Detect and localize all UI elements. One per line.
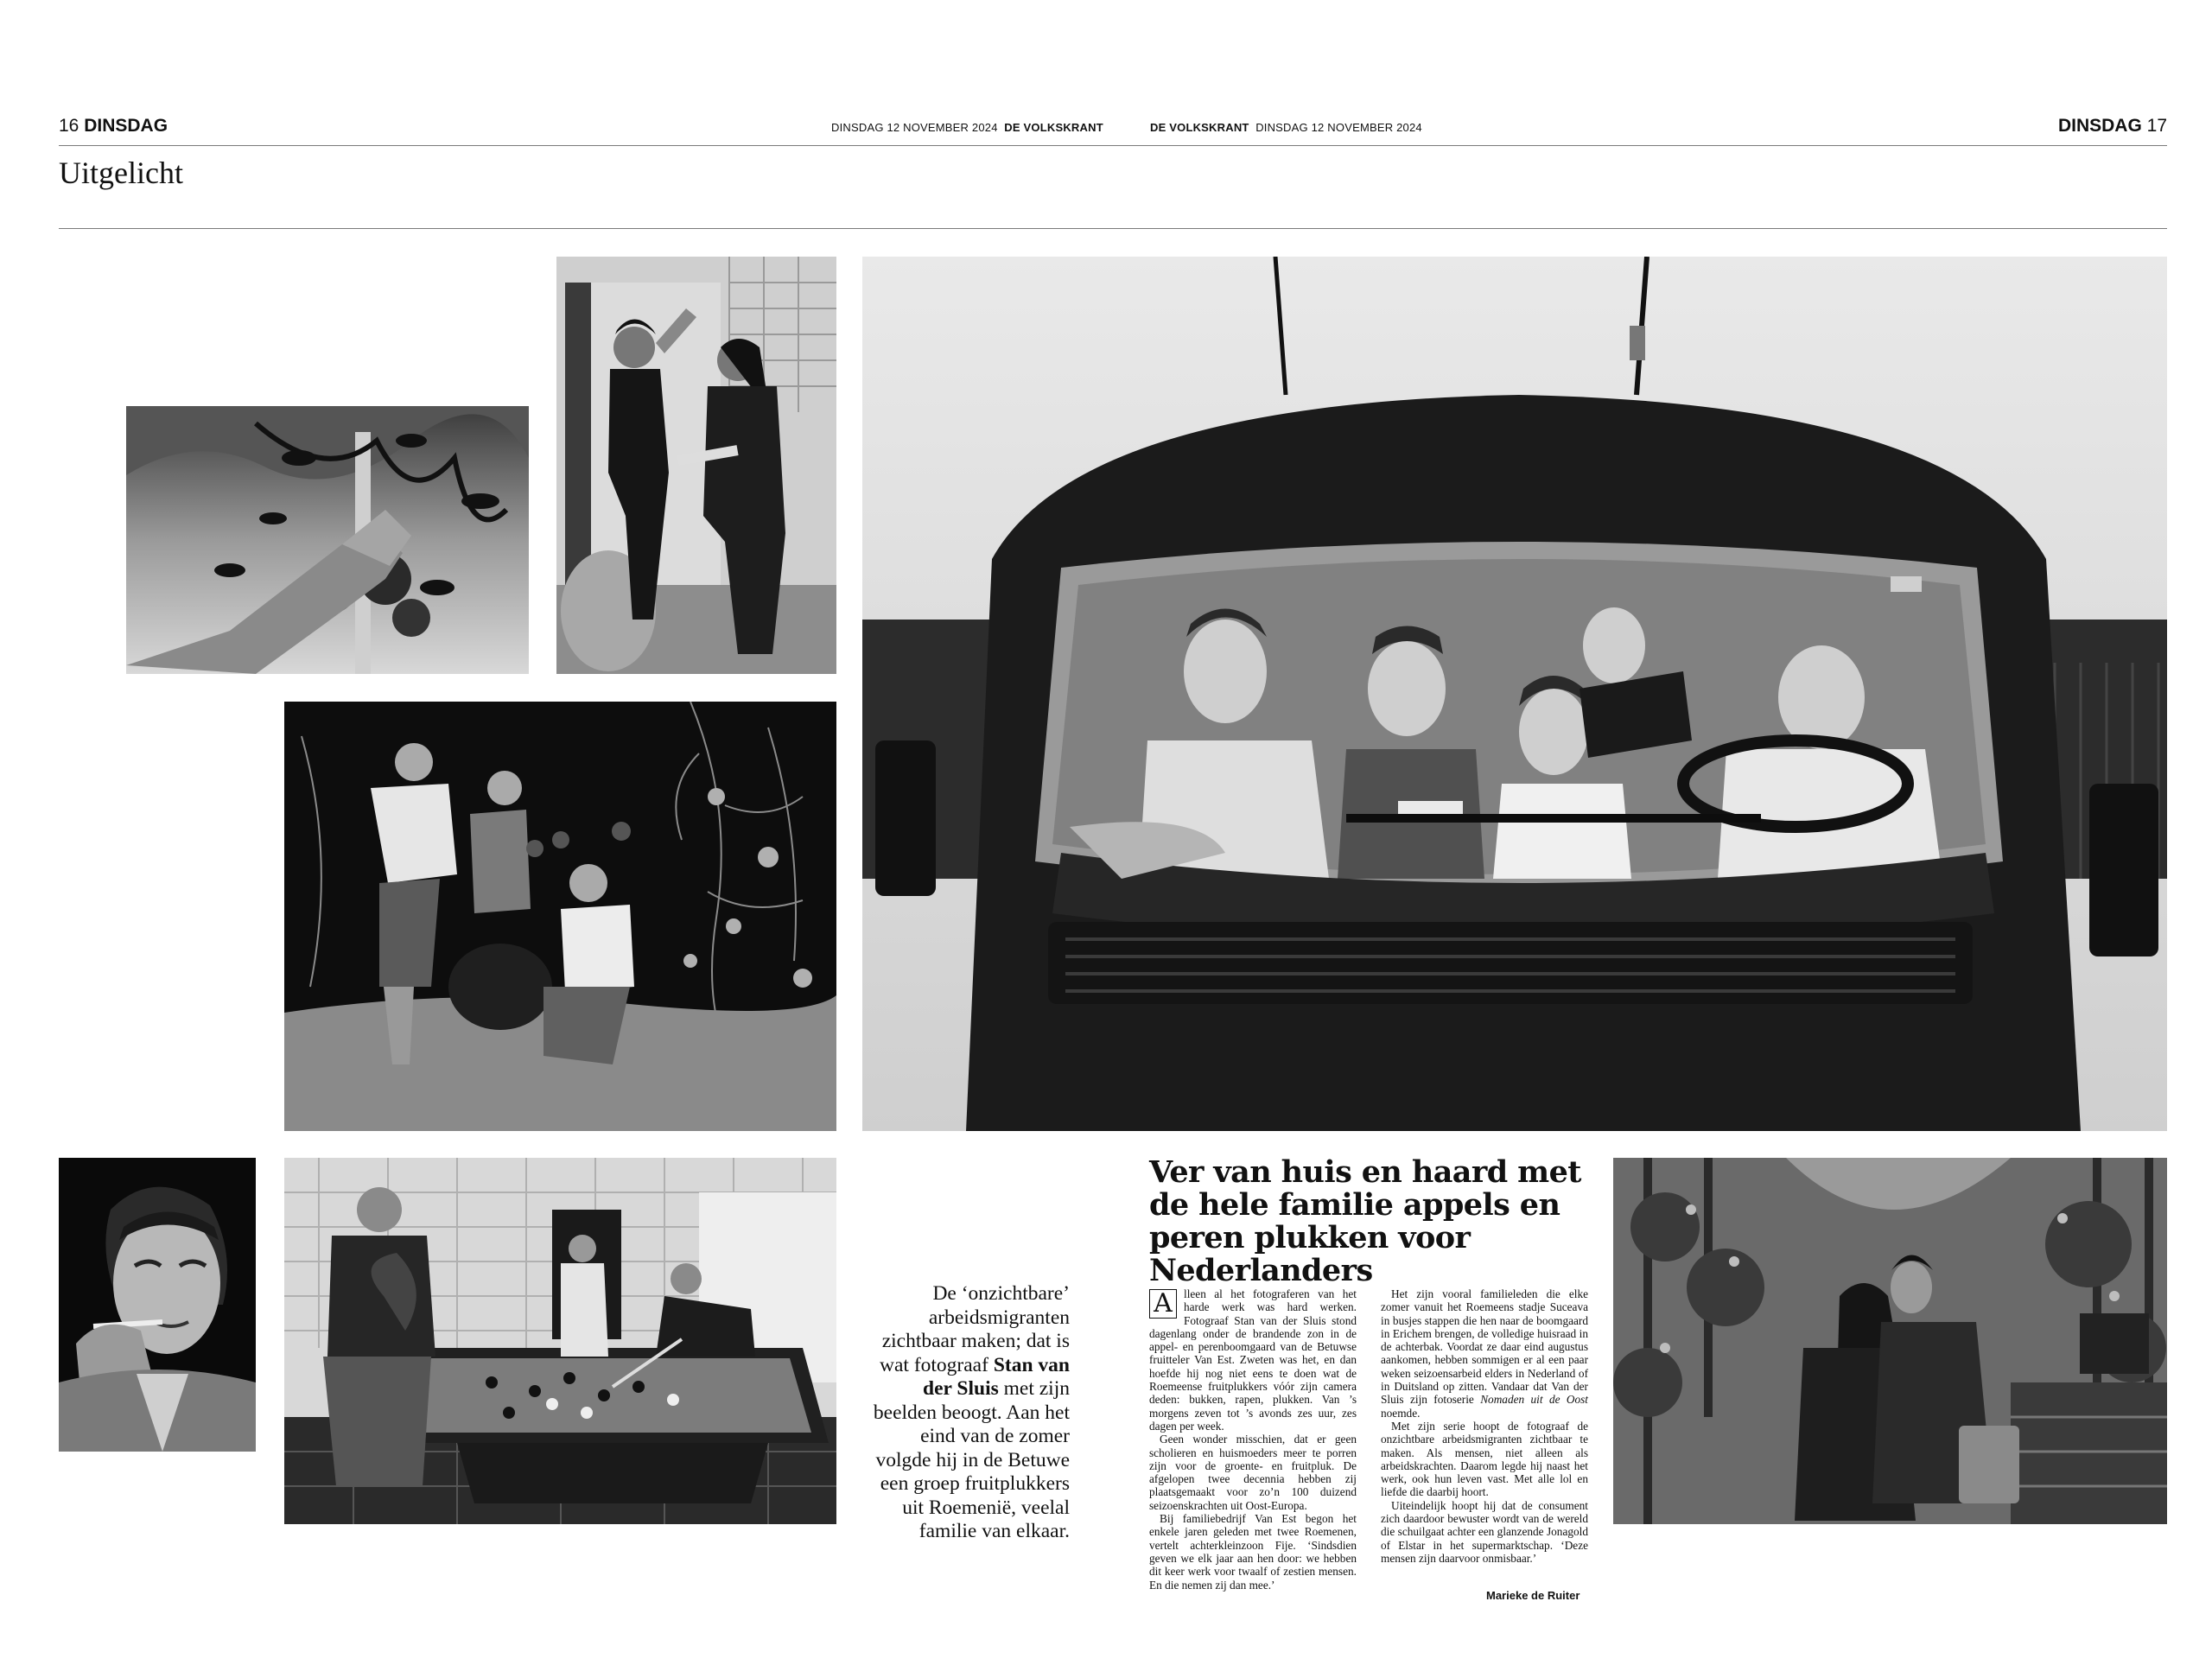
right-day: DINSDAG	[2057, 116, 2142, 136]
column2-paragraph-2: Met zijn serie hoopt de fotograaf de onzichtbare arbeidsmigranten zichtbaar te maken. Als mensen, niet alleen als arbeidskrachten. Daarom legde hij naast het werk, ook hun leven vast. Met alle lol en liefde die daarbij hoort.	[1381, 1419, 1588, 1499]
van-family-photo	[862, 257, 2167, 1131]
right-date: DINSDAG 12 NOVEMBER 2024	[1255, 121, 1422, 134]
right-page-header	[2058, 116, 2167, 137]
smoking-man-portrait	[59, 1158, 256, 1452]
column1-paragraph-2: Geen wonder misschien, dat er geen scholieren en huismoeders meer te porren zijn voor de groente- en fruitpluk. De afgelopen twee decennia hebben zij plaatsgemaakt voor zo’n 100 duizend seizoenskrachten uit Oost-Europa.	[1149, 1433, 1357, 1512]
night-sheep-photo	[284, 702, 836, 1131]
article-intro	[873, 1282, 1070, 1544]
intro-text-after: met zijn beelden beoogt. Aan het eind van de zomer volgde hij in de Betuwe een groep fruitplukkers uit Roemenië, veelal familie van elkaar.	[873, 1377, 1070, 1542]
column1-paragraph-3: Bij familiebedrijf Van Est begon het enkele jaren geleden met twee Roemenen, vertelt achterkleinzoon Fije. ‘Sindsdien geven we elk jaar aan hen door: we hebben dit keer werk voor twaalf of zestien mensen. En die nemen zij dan mee.’	[1149, 1512, 1357, 1592]
column2-paragraph-1-end: noemde.	[1381, 1406, 1421, 1420]
left-page-header	[59, 116, 168, 137]
left-dateline	[831, 121, 1103, 135]
right-paper-name: DE VOLKSKRANT	[1150, 121, 1249, 134]
section-title: Uitgelicht	[59, 156, 183, 190]
right-page-number: 17	[2146, 116, 2167, 136]
section-rule	[59, 228, 2167, 229]
series-title: Nomaden uit de Oost	[1480, 1393, 1588, 1407]
drop-cap: A	[1149, 1289, 1177, 1319]
photographer-name: Stan van der Sluis	[923, 1353, 1070, 1400]
dancing-couple-photo	[556, 257, 836, 674]
column1-paragraph-1: lleen al het fotograferen van het harde werk was hard werken. Fotograaf Stan van der Sluis stond dagenlang onder de brandende zon in de appel- en perenboomgaard van de Betuwse fruitteler Van Est. Zweten was het, en dan hoefde hij nog niet eens te doen wat de Roemeense fruitplukkers vóór zijn camera deden: bukken, rapen, plukken. Van ’s morgens zeven tot ’s avonds zes uur, zes dagen per week.	[1149, 1287, 1357, 1433]
column2-paragraph-1-text: Het zijn vooral familieleden die elke zomer vanuit het Roemeens stadje Suceava in busjes stappen die hen naar de boomgaard in Erichem brengen, de volledige huisraad in de achterbak. Voordat ze daar eind augustus aankomen, hebben sommigen er al een paar weken seizoensarbeid elders in Nederland of in Duitsland op zitten. Vandaar dat Van der Sluis zijn fotoserie	[1381, 1287, 1588, 1407]
left-date: DINSDAG 12 NOVEMBER 2024	[831, 121, 998, 134]
intro-text-before: De ‘onzichtbare’ arbeidsmigranten zichtbaar maken; dat is wat fotograaf	[880, 1282, 1070, 1376]
byline: Marieke de Ruiter	[1486, 1589, 1580, 1602]
billiards-photo	[284, 1158, 836, 1524]
article-headline: Ver van huis en haard met de hele familie appels en peren plukken voor Nederlanders	[1149, 1154, 1581, 1288]
column2-paragraph-1	[1381, 1287, 1588, 1420]
column2-paragraph-3: Uiteindelijk hoopt hij dat de consument zich daardoor bewuster wordt van de wereld die schuilgaat achter een glanzende Jonagold of Elstar in het supermarktschap. ‘Deze mensen zijn daarvoor onmisbaar.’	[1381, 1498, 1588, 1565]
left-day: DINSDAG	[84, 116, 168, 136]
header-rule	[59, 145, 2167, 146]
kissing-couple-orchard-photo	[1613, 1158, 2167, 1524]
left-page-number: 16	[59, 116, 79, 136]
apple-picking-hand-photo	[126, 406, 529, 674]
left-paper-name: DE VOLKSKRANT	[1004, 121, 1103, 134]
right-dateline	[1150, 121, 1422, 135]
article-column-1	[1149, 1287, 1357, 1592]
article-column-2	[1381, 1287, 1588, 1565]
